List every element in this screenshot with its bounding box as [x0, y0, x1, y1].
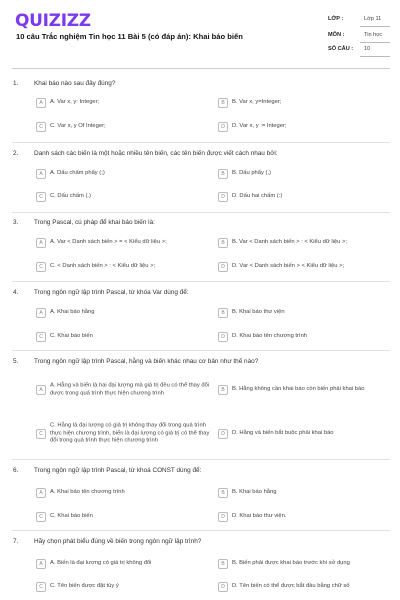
option-letter-badge: A — [36, 98, 46, 108]
question-number: 1. — [13, 80, 19, 87]
option-a[interactable] — [36, 373, 212, 407]
option-d[interactable] — [218, 512, 386, 522]
question-text: Trong ngôn ngữ lập trình Pascal, từ khoá CONST dùng để: — [34, 467, 202, 474]
option-letter-badge: C — [36, 512, 46, 522]
question-text: Trong ngôn ngữ lập trình Pascal, hằng và biến khác nhau cơ bản như thế nào? — [34, 358, 259, 365]
question-divider — [12, 281, 390, 282]
option-letter-badge: B — [218, 488, 228, 498]
meta-class — [328, 13, 390, 27]
option-letter-badge: C — [36, 429, 46, 439]
option-letter-badge: D — [218, 582, 228, 592]
option-a[interactable] — [36, 559, 204, 569]
meta-label: MÔN : — [328, 32, 345, 38]
option-letter-badge: A — [36, 488, 46, 498]
option-a[interactable] — [36, 98, 204, 108]
option-b[interactable] — [218, 378, 378, 402]
option-letter-badge: D — [218, 332, 228, 342]
question-text: Khai báo nào sau đây đúng? — [34, 80, 116, 87]
option-letter-badge: D — [218, 262, 228, 272]
option-b[interactable] — [218, 98, 386, 108]
option-a[interactable] — [36, 169, 204, 179]
option-letter-badge: C — [36, 332, 46, 342]
question-number: 2. — [13, 150, 19, 157]
meta-label: SỐ CÂU : — [328, 46, 354, 52]
option-letter-badge: D — [218, 192, 228, 202]
option-text: D. Khai báo thư viện. — [232, 513, 287, 520]
option-text: A. Khai báo tên chương trình — [50, 489, 125, 496]
question-number: 7. — [13, 538, 19, 545]
option-text: D. Dấu hai chấm (:) — [232, 193, 283, 200]
question-divider — [12, 459, 390, 460]
meta-value: Tin học — [364, 32, 383, 38]
option-letter-badge: B — [218, 169, 228, 179]
option-text: B. Khai báo thư viện — [232, 309, 285, 316]
question-number: 4. — [13, 289, 19, 296]
option-letter-badge: C — [36, 262, 46, 272]
question-text: Hãy chọn phát biểu đúng về biến trong ngôn ngữ lập trình? — [34, 538, 202, 545]
meta-label: LỚP : — [328, 16, 344, 22]
option-text: D. Tên biến có thể được bắt đầu bằng chữ số — [232, 583, 350, 590]
option-text: A. Var < Danh sách biến > = < Kiểu dữ liệu >; — [50, 239, 167, 246]
option-text: B. Var < Danh sách biến > : < Kiểu dữ liệu >; — [232, 239, 347, 246]
option-letter-badge: A — [36, 385, 46, 395]
option-d[interactable] — [218, 122, 386, 132]
question-divider — [12, 212, 390, 213]
option-b[interactable] — [218, 559, 386, 569]
option-text: D. Var x, y := Integer; — [232, 123, 287, 130]
option-d[interactable] — [218, 262, 386, 272]
option-text: C. Tên biến được đặt tùy ý — [50, 583, 119, 590]
option-c[interactable] — [36, 122, 204, 132]
meta-value: 10 — [364, 46, 371, 52]
question-text: Trong ngôn ngữ lập trình Pascal, từ khóa Var dùng để: — [34, 289, 189, 296]
option-letter-badge: C — [36, 582, 46, 592]
option-d[interactable] — [218, 429, 386, 439]
option-b[interactable] — [218, 488, 386, 498]
header-divider — [12, 68, 390, 69]
question-text: Danh sách các biến là một hoặc nhiều tên biến, các tên biến được viết cách nhau bởi: — [34, 150, 278, 157]
option-c[interactable] — [36, 582, 204, 592]
meta-underline — [360, 56, 390, 57]
option-c[interactable] — [36, 414, 212, 454]
option-letter-badge: B — [218, 238, 228, 248]
worksheet-header — [0, 0, 400, 72]
worksheet-title: 10 câu Trắc nghiệm Tin học 11 Bài 5 (có đáp án): Khai báo biến — [16, 32, 243, 41]
option-text: B. Dấu phẩy (,) — [232, 170, 271, 177]
meta-underline — [360, 26, 390, 27]
option-letter-badge: D — [218, 429, 228, 439]
question-divider — [12, 530, 390, 531]
option-letter-badge: A — [36, 238, 46, 248]
question-number: 6. — [13, 467, 19, 474]
option-letter-badge: B — [218, 98, 228, 108]
option-c[interactable] — [36, 332, 204, 342]
option-c[interactable] — [36, 512, 204, 522]
option-letter-badge: B — [218, 559, 228, 569]
quizizz-logo: QUIZIZZ — [15, 11, 91, 31]
option-text: B. Biến phải được khai báo trước khi sử dụng — [232, 560, 350, 567]
option-a[interactable] — [36, 308, 204, 318]
question-divider — [12, 142, 390, 143]
option-text: C. Dấu chấm (.) — [50, 193, 91, 200]
option-a[interactable] — [36, 488, 204, 498]
option-d[interactable] — [218, 582, 386, 592]
option-letter-badge: D — [218, 512, 228, 522]
option-text: D. Khai báo tên chương trình — [232, 333, 308, 340]
option-d[interactable] — [218, 332, 386, 342]
option-c[interactable] — [36, 262, 204, 272]
option-text: A. Khai báo hằng — [50, 309, 95, 316]
option-text: C. Khai báo biến — [50, 333, 93, 340]
option-text: C. Khai báo biến — [50, 513, 93, 520]
option-letter-badge: B — [218, 385, 228, 395]
option-text: A. Var x, y: Integer; — [50, 99, 100, 106]
meta-count — [328, 43, 390, 57]
option-text: A. Hằng và biến là hai đại lượng mà giá trị đều có thể thay đổi được trong quá trình thực hiện chương trình — [50, 382, 210, 396]
option-text: B. Hằng không cần khai báo còn biến phải khai báo — [232, 386, 365, 393]
meta-subject — [328, 29, 390, 43]
question-divider — [12, 350, 390, 351]
option-letter-badge: A — [36, 169, 46, 179]
option-letter-badge: C — [36, 192, 46, 202]
option-letter-badge: B — [218, 308, 228, 318]
question-number: 5. — [13, 358, 19, 365]
option-b[interactable] — [218, 169, 386, 179]
option-letter-badge: A — [36, 308, 46, 318]
option-b[interactable] — [218, 308, 386, 318]
meta-value: Lớp 11 — [364, 16, 382, 22]
option-text: C. < Danh sách biến > : < Kiểu dữ liệu >; — [50, 263, 156, 270]
option-text: D. Var < Danh sách biến > < Kiểu dữ liệu >; — [232, 263, 345, 270]
option-letter-badge: D — [218, 122, 228, 132]
option-text: B. Var x, y=Integer; — [232, 99, 282, 106]
option-text: C. Hằng là đại lượng có giá trị không thay đổi trong quá trình thực hiện chương trình, biến là đại lượng có giá trị có thể thay đổi trong quá trình thực hiện chương trình — [50, 422, 210, 444]
option-text: C. Var x, y Of Integer; — [50, 123, 106, 130]
option-text: A. Biến là đại lượng có giá trị không đổi — [50, 560, 152, 567]
question-text: Trong Pascal, cú pháp để khai báo biến là: — [34, 219, 155, 226]
option-text: A. Dấu chấm phẩy (;) — [50, 170, 105, 177]
option-c[interactable] — [36, 192, 204, 202]
option-letter-badge: A — [36, 559, 46, 569]
option-letter-badge: C — [36, 122, 46, 132]
option-a[interactable] — [36, 238, 204, 248]
option-b[interactable] — [218, 238, 386, 248]
option-text: D. Hằng và biến bắt buộc phải khai báo — [232, 430, 334, 437]
question-number: 3. — [13, 219, 19, 226]
option-d[interactable] — [218, 192, 386, 202]
option-text: B. Khai báo hằng — [232, 489, 277, 496]
